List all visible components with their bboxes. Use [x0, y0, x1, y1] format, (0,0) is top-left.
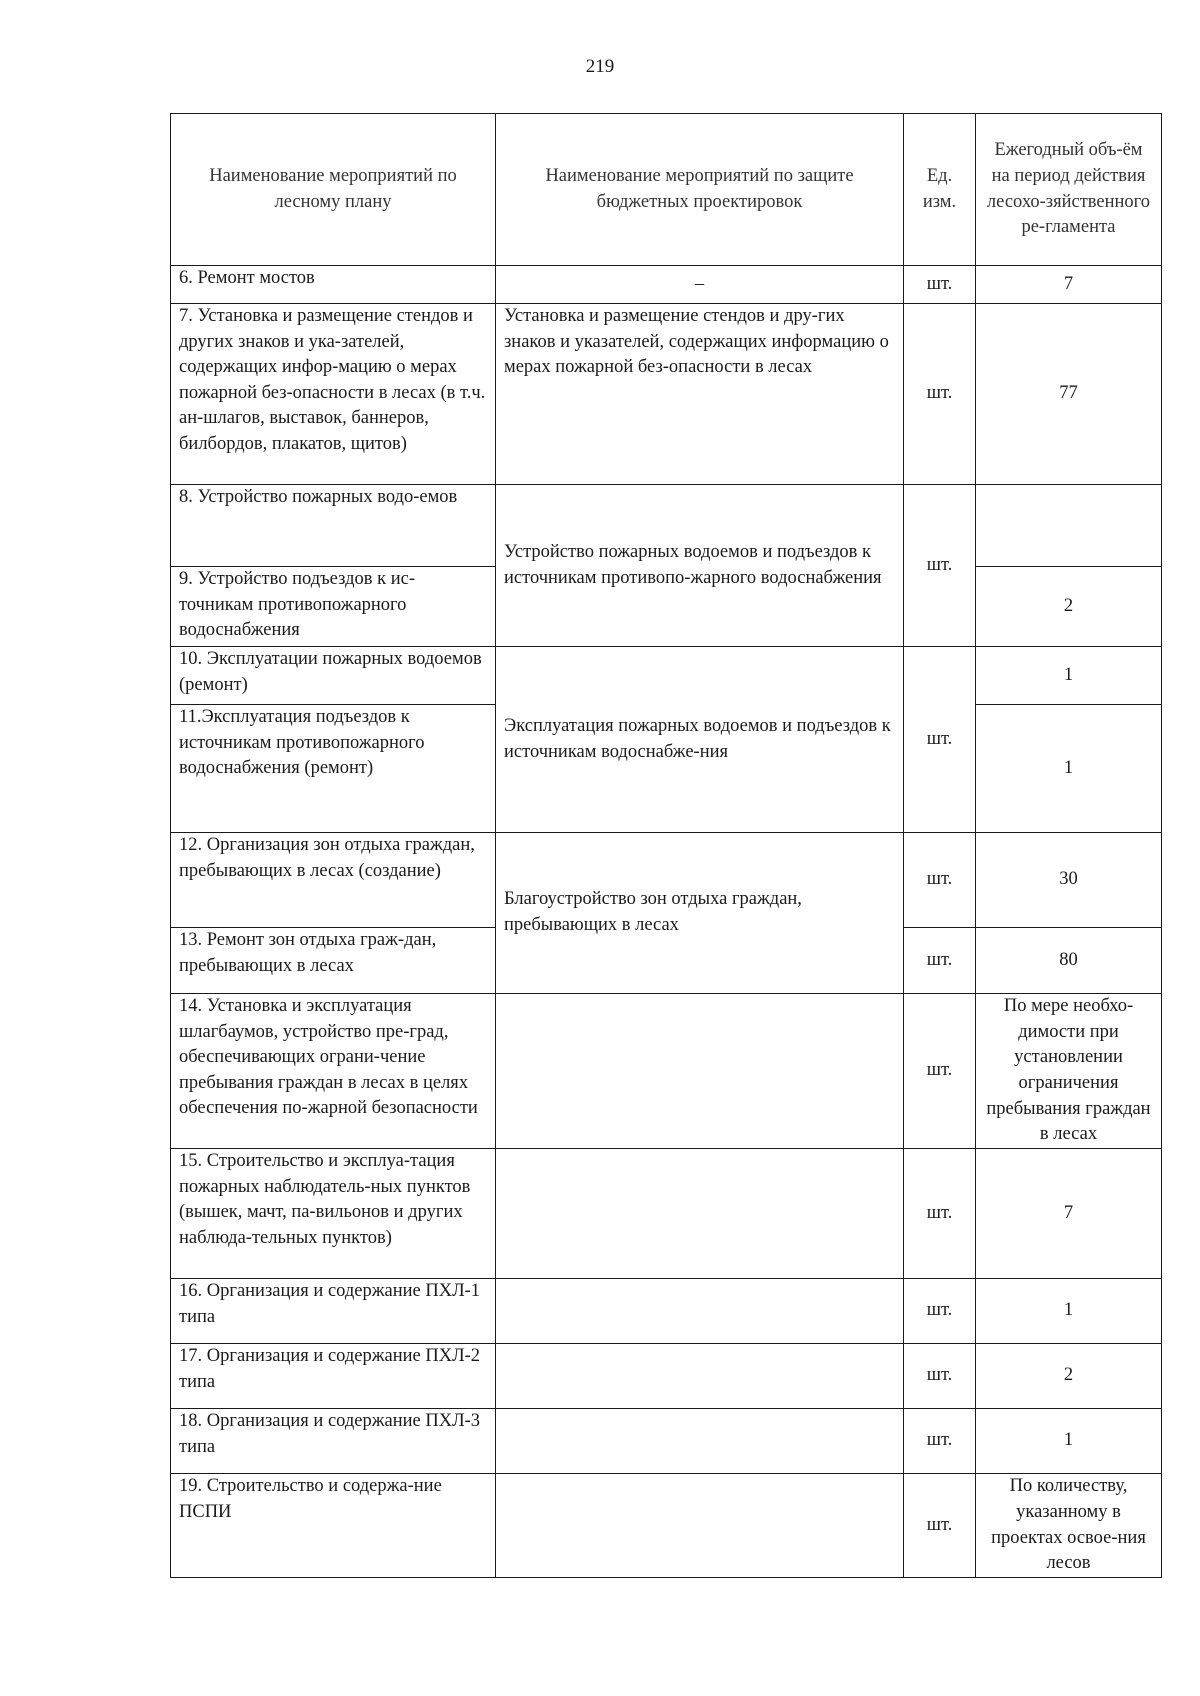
table-row	[171, 1149, 1162, 1279]
table-row	[171, 485, 1162, 567]
measure-name: 7. Установка и размещение стендов и других знаков и ука-зателей, содержащих инфор-мацию о мерах пожарной без-опасности в лесах (в т.ч. ан-шлагов, выставок, баннеров, билбордов, плакатов, щитов)	[171, 304, 496, 485]
protection-measure	[496, 1344, 904, 1409]
volume-cell: 1	[976, 1279, 1162, 1344]
protection-measure: Установка и размещение стендов и дру-гих знаков и указателей, содержащих информацию о мерах пожарной без-опасности в лесах	[496, 304, 904, 485]
volume-cell: 80	[976, 928, 1162, 994]
table-row	[171, 1344, 1162, 1409]
table-row	[171, 1474, 1162, 1578]
measure-name: 11.Эксплуатация подъездов к источникам противопожарного водоснабжения (ремонт)	[171, 705, 496, 833]
protection-measure	[496, 1474, 904, 1578]
unit-cell: шт.	[904, 928, 976, 994]
table-row	[171, 266, 1162, 304]
measure-name: 16. Организация и содержание ПХЛ-1 типа	[171, 1279, 496, 1344]
volume-cell: 30	[976, 833, 1162, 928]
measure-name: 17. Организация и содержание ПХЛ-2 типа	[171, 1344, 496, 1409]
protection-measure	[496, 1149, 904, 1279]
unit-cell: шт.	[904, 1279, 976, 1344]
volume-cell: 7	[976, 1149, 1162, 1279]
header-annual-volume: Ежегодный объ-ём на период действия лесохо-зяйственного ре-гламента	[976, 114, 1162, 266]
protection-measure: –	[496, 266, 904, 304]
protection-measure: Устройство пожарных водоемов и подъездов к источникам противопо-жарного водоснабжения	[496, 485, 904, 647]
volume-cell	[976, 485, 1162, 567]
unit-cell: шт.	[904, 304, 976, 485]
table-row	[171, 833, 1162, 928]
protection-measure: Благоустройство зон отдыха граждан, пребывающих в лесах	[496, 833, 904, 994]
table-row	[171, 994, 1162, 1149]
protection-measure	[496, 994, 904, 1149]
header-forest-plan: Наименование мероприятий по лесному плану	[171, 114, 496, 266]
measure-name: 15. Строительство и эксплуа-тация пожарных наблюдатель-ных пунктов (вышек, мачт, па-вильонов и других наблюда-тельных пунктов)	[171, 1149, 496, 1279]
unit-cell: шт.	[904, 994, 976, 1149]
header-budget-protection: Наименование мероприятий по защите бюджетных проектировок	[496, 114, 904, 266]
volume-cell: 77	[976, 304, 1162, 485]
measure-name: 13. Ремонт зон отдыха граж-дан, пребывающих в лесах	[171, 928, 496, 994]
measure-name: 9. Устройство подъездов к ис-точникам противопожарного водоснабжения	[171, 567, 496, 647]
table-row	[171, 647, 1162, 705]
unit-cell: шт.	[904, 266, 976, 304]
header-row	[171, 114, 1162, 266]
table-row	[171, 1409, 1162, 1474]
volume-cell: 2	[976, 567, 1162, 647]
volume-cell: 2	[976, 1344, 1162, 1409]
unit-cell: шт.	[904, 647, 976, 833]
header-unit: Ед. изм.	[904, 114, 976, 266]
measure-name: 10. Эксплуатации пожарных водоемов (ремонт)	[171, 647, 496, 705]
table-row	[171, 1279, 1162, 1344]
unit-cell: шт.	[904, 1149, 976, 1279]
unit-cell: шт.	[904, 485, 976, 647]
measure-name: 14. Установка и эксплуатация шлагбаумов, устройство пре-град, обеспечивающих ограни-чение пребывания граждан в лесах в целях обеспечения по-жарной безопасности	[171, 994, 496, 1149]
measure-name: 8. Устройство пожарных водо-емов	[171, 485, 496, 567]
measure-name: 6. Ремонт мостов	[171, 266, 496, 304]
protection-measure: Эксплуатация пожарных водоемов и подъездов к источникам водоснабже-ния	[496, 647, 904, 833]
volume-cell: 7	[976, 266, 1162, 304]
volume-cell: 1	[976, 705, 1162, 833]
protection-measure	[496, 1279, 904, 1344]
volume-cell: По мере необхо-димости при установлении ограничения пребывания граждан в лесах	[976, 994, 1162, 1149]
measure-name: 18. Организация и содержание ПХЛ-3 типа	[171, 1409, 496, 1474]
unit-cell: шт.	[904, 833, 976, 928]
protection-measure	[496, 1409, 904, 1474]
volume-cell: По количеству, указанному в проектах освое-ния лесов	[976, 1474, 1162, 1578]
unit-cell: шт.	[904, 1409, 976, 1474]
measure-name: 12. Организация зон отдыха граждан, пребывающих в лесах (создание)	[171, 833, 496, 928]
volume-cell: 1	[976, 647, 1162, 705]
measure-name: 19. Строительство и содержа-ние ПСПИ	[171, 1474, 496, 1578]
volume-cell: 1	[976, 1409, 1162, 1474]
measures-table	[170, 113, 1162, 1578]
page-number: 219	[585, 56, 615, 77]
table-row	[171, 304, 1162, 485]
unit-cell: шт.	[904, 1344, 976, 1409]
unit-cell: шт.	[904, 1474, 976, 1578]
